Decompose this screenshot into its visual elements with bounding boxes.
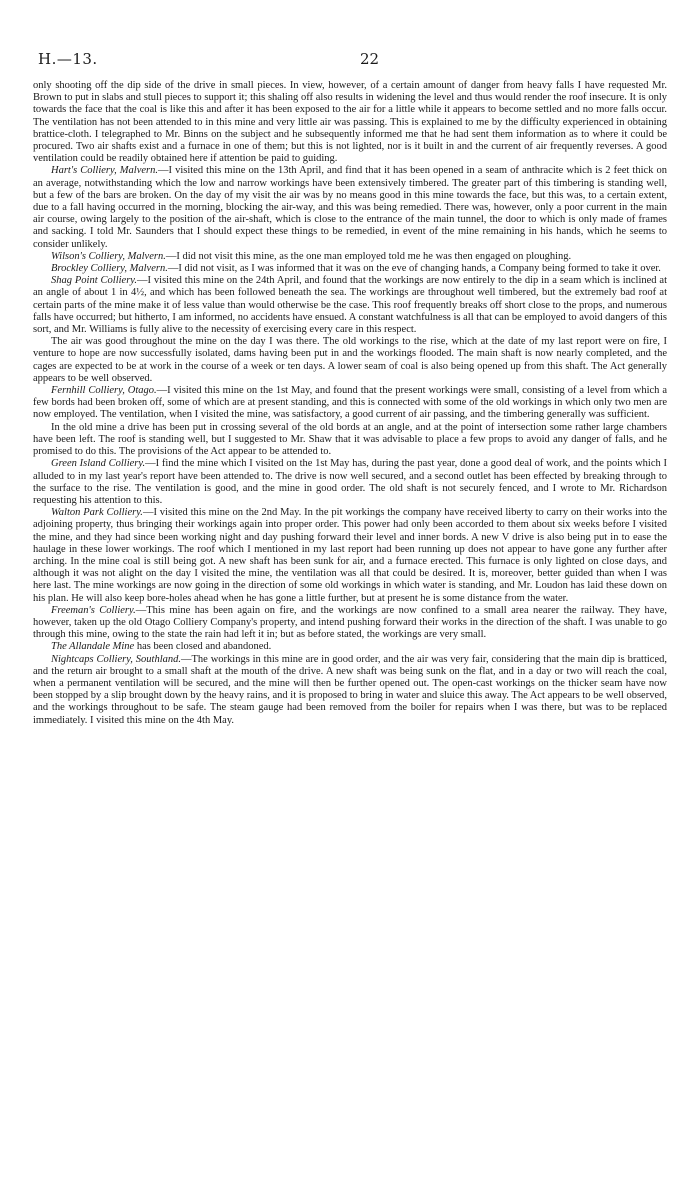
body-text [33,80,667,727]
document-code: H.—13. [38,50,98,68]
page-number: 22 [360,50,380,68]
paragraph-lead: Fernhill Colliery, Otago. [51,385,157,397]
paragraph: Fernhill Colliery, Otago.—I visited this mine on the 1st May, and found that the present workings were small, consisting of a level from which a few bords had been broken off, some of which are at present standing, and this is connected with some of the old workings in which only two men are now employed. The ventilation, when I visited the mine, was satisfactory, a good current of air passing, and the timbering generally was sufficient. [33,385,668,421]
paragraph-lead: Green Island Colliery. [51,458,146,470]
paragraph: The Allandale Mine has been closed and abandoned. [51,641,272,653]
paragraph-lead: Walton Park Colliery. [51,507,143,519]
paragraph-lead: Wilson's Colliery, Malvern. [51,250,166,262]
paragraph: Freeman's Colliery.—This mine has been again on fire, and the workings are now confined to a small area nearer the railway. They have, however, taken up the old Otago Colliery Company's property, and intend pushing forward their works in the direction of the shaft. I was unable to go through this mine, owing to the state the rain had left it in; but as before stated, the workings are very small. [33,604,668,641]
paragraph-lead: Hart's Colliery, Malvern. [51,165,158,177]
paragraph: Hart's Colliery, Malvern.—I visited this mine on the 13th April, and find that it has been opened in a seam of anthracite which is 2 feet thick on an average, notwithstanding which the low and narrow workings have been extensively timbered. The greater part of this timbering is standing well, but a few of the bars are broken. On the day of my visit the air was by no means good in this mine towards the face, but this was, to a certain extent, due to a fall having occurred in the morning, blocking the air-way, and this was being remedied. There was, however, only a poor current in the main air course, owing largely to the position of the air-shaft, which is close to the entrance of the main tunnel, the door to which is only made of frames and sacking. I told Mr. Saunders that I should expect these things to be remedied, in event of the mine remaining in his hands, which he seems to consider unlikely. [33,165,667,250]
paragraph: Brockley Colliery, Malvern.—I did not visit, as I was informed that it was on the eve of changing hands, a Company being formed to take it over. [51,263,661,275]
paragraph-lead: Nightcaps Colliery, Southland. [51,653,181,665]
paragraph: Walton Park Colliery.—I visited this mine on the 2nd May. In the pit workings the company have received liberty to carry on their works into the adjoining property, thus bringing their workings again into proper order. This power had only been accorded to them about six weeks before I visited the mine, and they had since been working night and day pushing forward their level and inner bords. A new V drive is also being put in to ease the haulage in these lower workings. The roof which I mentioned in my last report had been running up does not appear to have gone any further after arching. In the mine coal is still being got. A new shaft has been sunk for air, and a furnace erected. This furnace is only lighted on close days, and although it was not alight on the day I visited the mine, the ventilation was all that could be desired. It is, moreover, better guided than when I was here last. The mine workings are now going in the direction of some old workings in which water is standing, and Mr. Loudon has laid these down on his plan. He will also keep bore-holes ahead when he has gone a little further, but at present he is some distance from the water. [33,507,667,604]
paragraph-lead: Brockley Colliery, Malvern. [51,263,168,275]
page-header [38,50,666,70]
paragraph: In the old mine a drive has been put in crossing several of the old bords at an angle, and at the point of intersection some rather large chambers have been left. The roof is standing well, but I suggested to Mr. Shaw that it was advisable to place a few props to avoid any danger of falls, and he promised to do this. The provisions of the Act appear to be attended to. [33,421,667,458]
paragraph: Nightcaps Colliery, Southland.—The workings in this mine are in good order, and the air was very fair, considering that the main dip is bratticed, and the return air brought to a small shaft at the mouth of the drive. A new shaft was being sunk on the flat, and in a day or two will reach the coal, when a permanent ventilation will be secured, and the mine will then be further opened out. The open-cast workings on the thicker seam have now been stopped by a slip brought down by the heavy rains, and it is proposed to bring in water and sluice this away. The Act appears to be well observed, and the workings throughout to be safe. The steam gauge had been removed from the boiler for repairs when I was there, but was to be replaced immediately. I visited this mine on the 4th May. [33,653,667,726]
paragraph: Green Island Colliery.—I find the mine which I visited on the 1st May has, during the past year, done a good deal of work, and the points which I alluded to in my last year's report have been attended to. The drive is now well secured, and a second outlet has been effected by breaking through to the surface to the rise. The ventilation is good, and the mine in good order. The old shaft is not securely fenced, and I wrote to Mr. Richardson requesting his attention to this. [33,458,668,506]
paragraph: Wilson's Colliery, Malvern.—I did not visit this mine, as the one man employed told me he was then engaged on ploughing. [51,250,572,262]
paragraph-lead: Shag Point Colliery. [51,275,138,287]
paragraph: only shooting off the dip side of the drive in small pieces. In view, however, of a certain amount of danger from heavy falls I have requested Mr. Brown to put in slabs and stull pieces to support it; this shaling off also results in widening the level and thus would render the roof insecure. It is only towards the face that the coal is like this and after it has been exposed to the air for a little while it appears to become settled and no more falls occur. The ventilation has not been attended to in this mine and very little air was passing. This is explained to me by the difficulty experienced in obtaining brattice-cloth. I telegraphed to Mr. Binns on the subject and he subsequently informed me that he had sent them information as to where it could be procured. Two air shafts exist and a furnace in one of them; but this is not lighted, nor is it built in and the current of air frequently reverses. A good ventilation could be readily obtained here if attention be paid to guiding. [33,80,667,165]
paragraph: The air was good throughout the mine on the day I was there. The old workings to the rise, which at the date of my last report were on fire, I venture to hope are now successfully isolated, dams having been put in and the workings flooded. The main shaft is now nearly completed, and the cages are expected to be at work in the course of a week or ten days. A lower seam of coal is also being opened up from this shaft. The Act generally appears to be well observed. [33,336,667,384]
paragraph-lead: The Allandale Mine [51,641,135,653]
paragraph: Shag Point Colliery.—I visited this mine on the 24th April, and found that the workings are now entirely to the dip in a seam which is inclined at an angle of about 1 in 4½, and which has been followed beneath the sea. The workings are throughout well timbered, but the extremely bad roof at certain parts of the mine make it of less value than would otherwise be the case. This roof frequently breaks off short close to the props, and numerous falls have occurred; but hitherto, I am informed, no accidents have ensued. A constant watchfulness is all that can be employed to avoid dangers of this sort, and Mr. Williams is fully alive to the necessity of exercising every care in this respect. [33,275,667,336]
paragraph-lead: Freeman's Colliery. [51,604,136,616]
